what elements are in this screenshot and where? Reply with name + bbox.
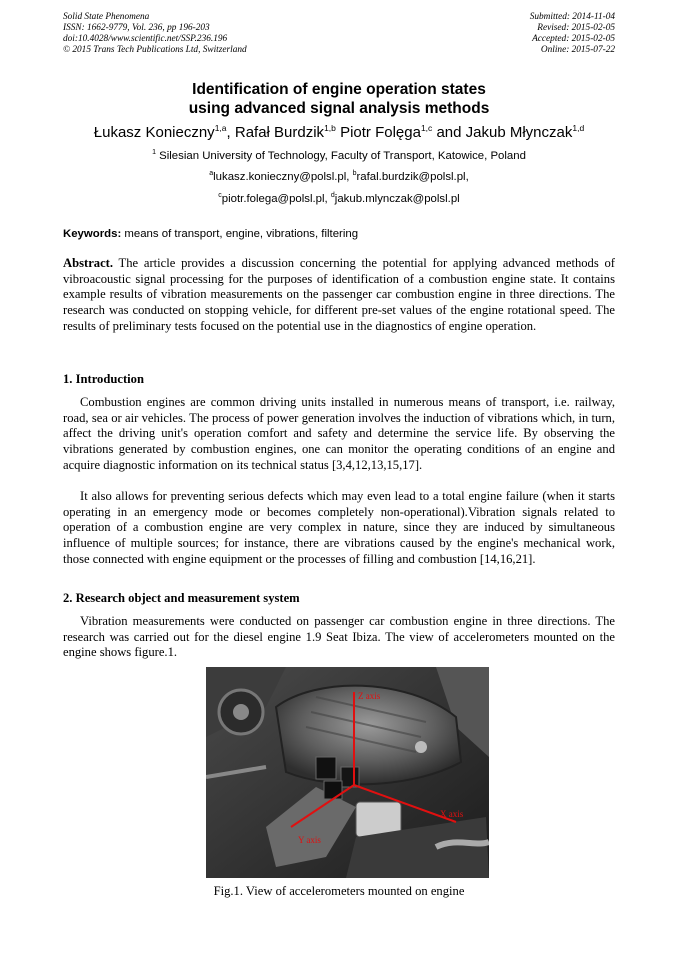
research-paragraph-1-text: Vibration measurements were conducted on passenger car combustion engine in three directions. The research was carried out for the diesel engine 1.9 Seat Ibiza. The view of accelerometers mounted on the engine shows figure.1. (63, 614, 615, 660)
keywords-text: means of transport, engine, vibrations, filtering (121, 228, 359, 240)
author-affil-sup: 1,a (214, 123, 227, 133)
email-sup: a (209, 170, 214, 177)
date-revised: Revised: 2015-02-05 (537, 23, 615, 33)
affiliation-sup: 1 (152, 149, 156, 156)
email-sup: d (330, 192, 335, 199)
author-name: Piotr Folęga (340, 124, 421, 141)
engine-photo (206, 667, 489, 878)
author-name: Jakub Młynczak (465, 124, 573, 141)
title-line-1: Identification of engine operation states (192, 81, 486, 98)
z-axis-label: Z axis (358, 691, 381, 701)
email-line-1 (63, 171, 615, 184)
intro-paragraph-1 (63, 395, 615, 474)
abstract (63, 256, 615, 335)
section-heading-introduction: 1. Introduction (63, 372, 144, 386)
engine-photo-graphic (206, 667, 489, 878)
keywords (63, 227, 615, 241)
journal-issn: ISSN: 1662-9779, Vol. 236, pp 196-203 (63, 23, 210, 33)
email-address: jakub.mlynczak@polsl.pl (334, 193, 460, 205)
intro-paragraph-2 (63, 489, 615, 568)
email-sup: c (218, 192, 222, 199)
journal-doi: doi:10.4028/www.scientific.net/SSP.236.196 (63, 34, 228, 44)
research-paragraph-1 (63, 614, 615, 661)
author-affil-sup: 1,d (572, 123, 585, 133)
title-line-2: using advanced signal analysis methods (188, 100, 490, 117)
author-list (40, 124, 638, 142)
author-affil-sup: 1,b (324, 123, 336, 133)
author-name: Rafał Burdzik (234, 124, 325, 141)
email-line-2 (63, 193, 615, 206)
figure-caption: Fig.1. View of accelerometers mounted on engine (213, 884, 465, 898)
abstract-text: The article provides a discussion concerning the potential for applying advanced methods of vibroacoustic signal processing for the purposes of identification of a combustion engine state. It contains example results of vibration measurements on the passenger car combustion engine in three directions. The research was conducted on stopping vehicle, for different pre-set values of the engine rotational speed. The results of preliminary tests focused on the potential use in the diagnostics of engine operation. (63, 256, 615, 333)
copyright: © 2015 Trans Tech Publications Ltd, Switzerland (63, 45, 247, 55)
section-heading-research-object: 2. Research object and measurement system (63, 591, 300, 605)
author-separator: , (226, 124, 235, 141)
author-affil-sup: 1,c (420, 123, 433, 133)
abstract-label: Abstract. (63, 256, 114, 270)
author-name: Łukasz Konieczny (93, 124, 215, 141)
submission-dates (530, 12, 615, 56)
date-accepted: Accepted: 2015-02-05 (532, 34, 615, 44)
affiliation (63, 150, 615, 163)
journal-info (63, 12, 247, 56)
keywords-label: Keywords: (63, 228, 122, 240)
journal-name: Solid State Phenomena (63, 12, 150, 22)
x-axis-label: X axis (440, 809, 464, 819)
paper-title (63, 80, 615, 118)
email-address: lukasz.konieczny@polsl.pl, (213, 171, 353, 183)
email-address: rafal.burdzik@polsl.pl, (356, 171, 469, 183)
intro-paragraph-2-text: It also allows for preventing serious defects which may even lead to a total engine failure (when it starts operating in an emergency mode or becomes completely non-operational).Vibration signals related to operation of a combustion engine are very complex in nature, since they are induced by simultaneous influence of multiple sources; for instance, there are vibrations caused by the engine's mechanical work, those connected with engine equipment or the processes of filling and combustion [14,16,21]. (63, 489, 615, 566)
y-axis-label: Y axis (298, 835, 321, 845)
email-sup: b (352, 170, 357, 177)
author-separator: and (432, 124, 466, 141)
affiliation-text: Silesian University of Technology, Faculty of Transport, Katowice, Poland (155, 150, 526, 162)
email-address: piotr.folega@polsl.pl, (221, 193, 331, 205)
date-online: Online: 2015-07-22 (540, 45, 615, 55)
intro-paragraph-1-text: Combustion engines are common driving units installed in numerous means of transport, i.e. railway, road, sea or air vehicles. The process of power generation involves the induction of vibrations which, in turn, affect the driving unit's operation comfort and safety and determine the service life. By observing the vibrations generated by combustion engines, one can monitor the operating conditions of an engine and acquire diagnostic information on its technical status [3,4,12,13,15,17]. (63, 395, 615, 472)
date-submitted: Submitted: 2014-11-04 (529, 12, 615, 22)
